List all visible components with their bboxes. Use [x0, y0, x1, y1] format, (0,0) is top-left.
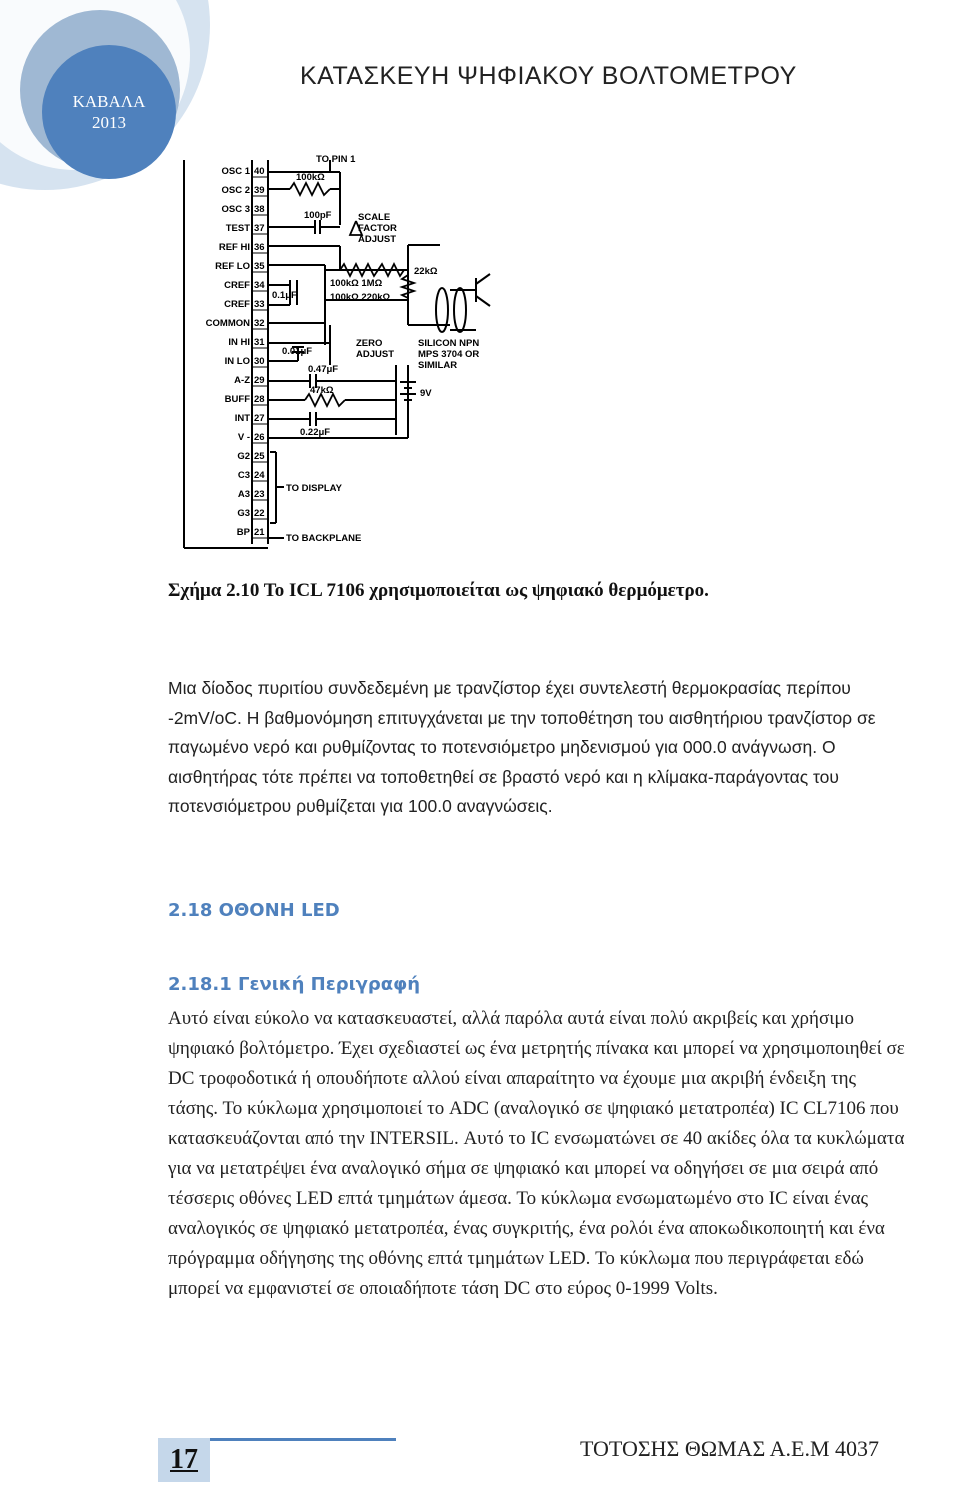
pin-name: IN HI: [228, 337, 250, 348]
label-to-backplane: TO BACKPLANE: [286, 533, 362, 544]
footer-author: ΤΟΤΟΣΗΣ ΘΩΜΑΣ Α.Ε.Μ 4037: [580, 1436, 880, 1461]
section-heading: 2.18 ΟΘΟΝΗ LED: [168, 900, 340, 921]
header-badge: [42, 45, 176, 179]
pin-number: 34: [254, 280, 265, 291]
paragraph-description: Αυτό είναι εύκολο να κατασκευαστεί, αλλά παρόλα αυτά είναι πολύ ακριβείς και χρήσιμο ψηφιακό βολτόμετρο. Έχει σχεδιαστεί ως ένα μετρητής πίνακα και μπορεί να χρησιμοποιηθεί σε DC τροφοδοτικά ή οπουδήποτε αλλού είναι απαραίτητο να έχουμε μια ακριβή ένδειξη της τάσης. Το κύκλωμα χρησιμοποιεί το ADC (αναλογικό σε ψηφιακό μετατροπέα) IC CL7106 που κατασκευάζονται από την INTERSIL. Αυτό το IC ενσωματώνει σε 40 ακίδες όλα τα κυκλώματα για να μετατρέψει ένα αναλογικό σήμα σε ψηφιακό και μπορεί να οδηγήσει σε μια σειρά από τέσσερις οθόνες LED επτά τμημάτων άμεσα. Το κύκλωμα ενσωματωμένο στο IC είναι ένας αναλογικός σε ψηφιακό μετατροπέα, ένας συγκριτής, ένα ρολόι ένα αποκωδικοποιητή και ένα πρόγραμμα οδήγησης της οθόνης επτά τμημάτων LED. Το κύκλωμα που περιγράφεται εδώ μπορεί να εμφανιστεί σε οποιαδήποτε τάση DC στο εύρος 0-1999 Volts.: [168, 1008, 905, 1299]
label-similar: SIMILAR: [418, 360, 458, 371]
label-adjust: ADJUST: [358, 234, 397, 245]
pin-number: 37: [254, 223, 265, 234]
label-factor: FACTOR: [358, 223, 397, 234]
label-zero-adjust: ADJUST: [356, 349, 395, 360]
label-scale: SCALE: [358, 212, 391, 223]
badge-year: 2013: [92, 113, 126, 132]
label-r100k-1m: 100kΩ 1MΩ: [330, 278, 383, 289]
pin-name: G2: [237, 451, 250, 462]
pin-number: 24: [254, 470, 265, 481]
pin-name: V -: [237, 432, 250, 443]
pin-name: A3: [237, 489, 250, 500]
pin-name: G3: [237, 508, 250, 519]
pin-name: IN LO: [224, 356, 250, 367]
pin-name: COMMON: [205, 318, 250, 329]
pin-name: CREF: [224, 299, 250, 310]
label-r100k: 100kΩ: [296, 172, 325, 183]
pin-number: 31: [254, 337, 265, 348]
subsection-heading: 2.18.1 Γενική Περιγραφή: [168, 974, 421, 995]
pin-name: TEST: [225, 223, 250, 234]
label-r22k: 22kΩ: [414, 266, 438, 277]
pin-number: 22: [254, 508, 265, 519]
figure-caption: Σχήμα 2.10 Το ICL 7106 χρησιμοποιείται ως ψηφιακό θερμόμετρο.: [168, 580, 709, 601]
label-9v: 9V: [420, 388, 432, 399]
label-c047u: 0.47μF: [308, 364, 339, 375]
pin-name: REF LO: [215, 261, 250, 272]
label-r47k: 47kΩ: [310, 385, 334, 396]
label-r100k-220k: 100kΩ 220kΩ: [330, 292, 391, 303]
label-to-display: TO DISPLAY: [286, 483, 342, 494]
pin-number: 36: [254, 242, 265, 253]
pin-number: 25: [254, 451, 265, 462]
label-silicon: SILICON NPN: [418, 338, 480, 349]
label-c001u: 0.01μF: [282, 346, 313, 357]
pin-name: C3: [237, 470, 250, 481]
document-title: ΚΑΤΑΣΚΕΥΗ ΨΗΦΙΑΚΟΥ ΒΟΛΤΟΜΕΤΡΟΥ: [300, 62, 797, 90]
pin-number: 40: [254, 166, 265, 177]
pin-number: 29: [254, 375, 265, 386]
pin-number: 26: [254, 432, 265, 443]
pin-number: 30: [254, 356, 265, 367]
pin-name: OSC 3: [221, 204, 250, 215]
pin-name: OSC 2: [221, 185, 250, 196]
pin-name: OSC 1: [221, 166, 250, 177]
paragraph-calibration: Μια δίοδος πυριτίου συνδεδεμένη με τρανζίστορ έχει συντελεστή θερμοκρασίας περίπου -2mV/oC. Η βαθμονόμηση επιτυγχάνεται με την τοποθέτηση του αισθητήριου τρανζίστορ σε παγωμένο νερό και ρυθμίζοντας το ποτενσιόμετρο μηδενισμού για 000.0 ανάγνωση. Ο αισθητήρας τότε πρέπει να τοποθετηθεί σε βραστό νερό και η κλίμακα-παράγοντας του ποτενσιόμετρου ρυθμίζεται για 100.0 αναγνώσεις.: [168, 678, 876, 816]
pin-name: A-Z: [234, 375, 250, 386]
thermometer-schematic: [180, 150, 520, 550]
pin-name: BUFF: [224, 394, 250, 405]
badge-city: ΚΑΒΑΛΑ: [72, 91, 146, 111]
label-c100p: 100pF: [304, 210, 332, 221]
label-mps: MPS 3704 OR: [418, 349, 480, 360]
pin-number: 28: [254, 394, 265, 405]
pin-name: BP: [236, 527, 250, 538]
pin-name: INT: [234, 413, 250, 424]
pin-number: 35: [254, 261, 265, 272]
page-number: 17: [158, 1438, 210, 1482]
pin-number: 39: [254, 185, 265, 196]
label-c01u: 0.1μF: [272, 290, 297, 301]
pin-number: 23: [254, 489, 265, 500]
pin-number: 32: [254, 318, 265, 329]
pin-number: 21: [254, 527, 265, 538]
pin-number: 38: [254, 204, 265, 215]
pin-name: CREF: [224, 280, 250, 291]
pin-number: 33: [254, 299, 265, 310]
label-c022u: 0.22μF: [300, 427, 331, 438]
label-zero: ZERO: [356, 338, 383, 349]
pin-number: 27: [254, 413, 265, 424]
label-to-pin1: TO PIN 1: [316, 154, 356, 165]
pin-name: REF HI: [218, 242, 250, 253]
